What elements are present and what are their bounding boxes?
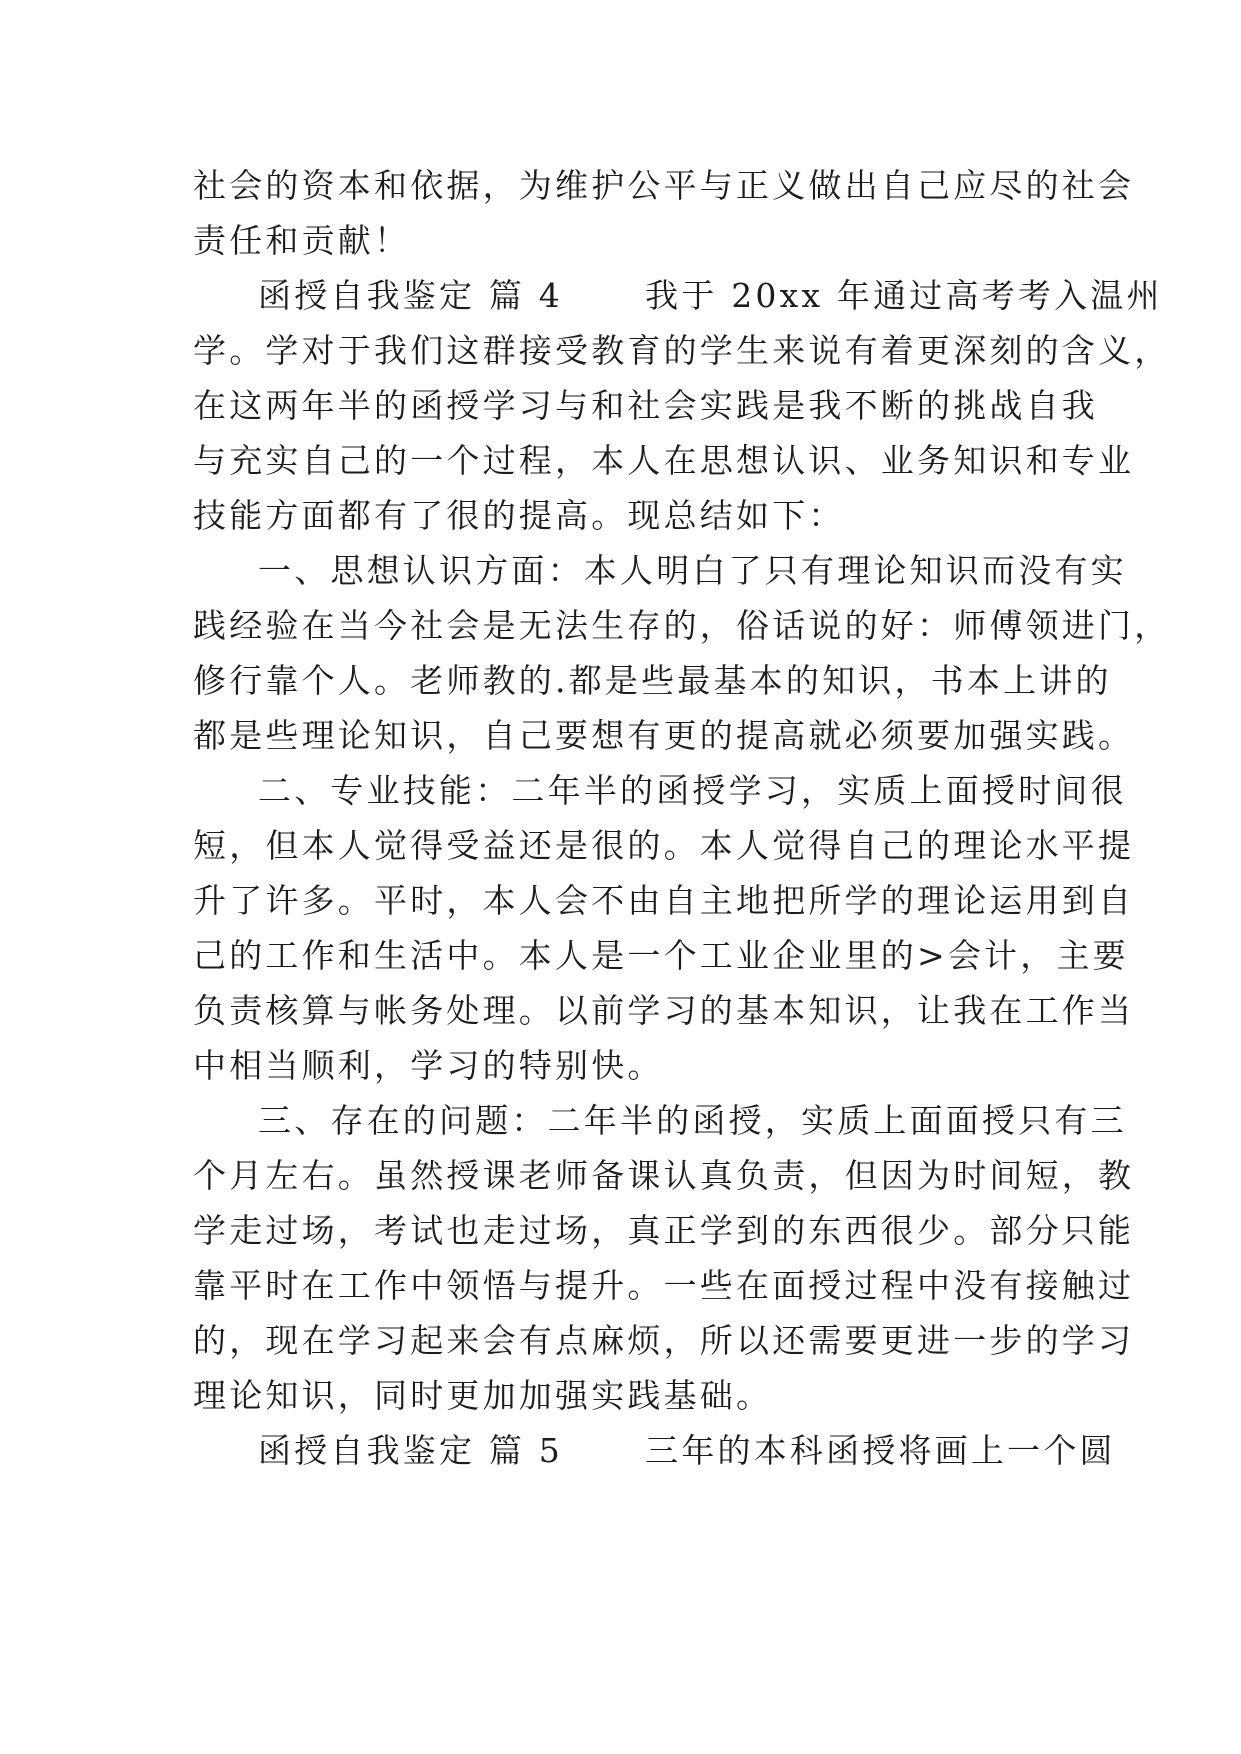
text-line: 靠平时在工作中领悟与提升。一些在面授过程中没有接触过 xyxy=(193,1266,1135,1305)
paragraph-start: 一、思想认识方面：本人明白了只有理论知识而没有实 xyxy=(258,551,1127,590)
text-line: 责任和贡献！ xyxy=(193,221,411,260)
text-line: 技能方面都有了很的提高。现总结如下： xyxy=(193,496,845,535)
text-line: 理论知识，同时更加加强实践基础。 xyxy=(193,1376,773,1415)
text-line: 中相当顺利，学习的特别快。 xyxy=(193,1046,664,1085)
text-line: 社会的资本和依据，为维护公平与正义做出自己应尽的社会 xyxy=(193,166,1135,205)
text-line: 践经验在当今社会是无法生存的，俗话说的好：师傅领进门， xyxy=(193,606,1171,645)
paragraph-start: 二、专业技能：二年半的函授学习，实质上面授时间很 xyxy=(258,771,1127,810)
text-line: 学走过场，考试也走过场，真正学到的东西很少。部分只能 xyxy=(193,1211,1135,1250)
text-line: 与充实自己的一个过程，本人在思想认识、业务知识和专业 xyxy=(193,441,1135,480)
text-line: 学。学对于我们这群接受教育的学生来说有着更深刻的含义， xyxy=(193,331,1171,370)
text-line: 己的工作和生活中。本人是一个工业企业里的>会计，主要 xyxy=(193,936,1129,975)
text-line: 升了许多。平时，本人会不由自主地把所学的理论运用到自 xyxy=(193,881,1135,920)
paragraph-start: 三、存在的问题：二年半的函授，实质上面面授只有三 xyxy=(258,1101,1127,1140)
text-line: 修行靠个人。老师教的.都是些最基本的知识，书本上讲的 xyxy=(193,661,1112,700)
text-line: 负责核算与帐务处理。以前学习的基本知识，让我在工作当 xyxy=(193,991,1135,1030)
text-line: 短，但本人觉得受益还是很的。本人觉得自己的理论水平提 xyxy=(193,826,1135,865)
text-line: 的，现在学习起来会有点麻烦，所以还需要更进一步的学习 xyxy=(193,1321,1135,1360)
text-line: 在这两年半的函授学习与和社会实践是我不断的挑战自我 xyxy=(193,386,1098,425)
text-line: 都是些理论知识，自己要想有更的提高就必须要加强实践。 xyxy=(193,716,1135,755)
section-heading-5: 函授自我鉴定 篇 5 三年的本科函授将画上一个圆 xyxy=(258,1431,1116,1470)
text-line: 个月左右。虽然授课老师备课认真负责，但因为时间短，教 xyxy=(193,1156,1135,1195)
section-heading-4: 函授自我鉴定 篇 4 我于 20xx 年通过高考考入温州 xyxy=(258,276,1163,315)
